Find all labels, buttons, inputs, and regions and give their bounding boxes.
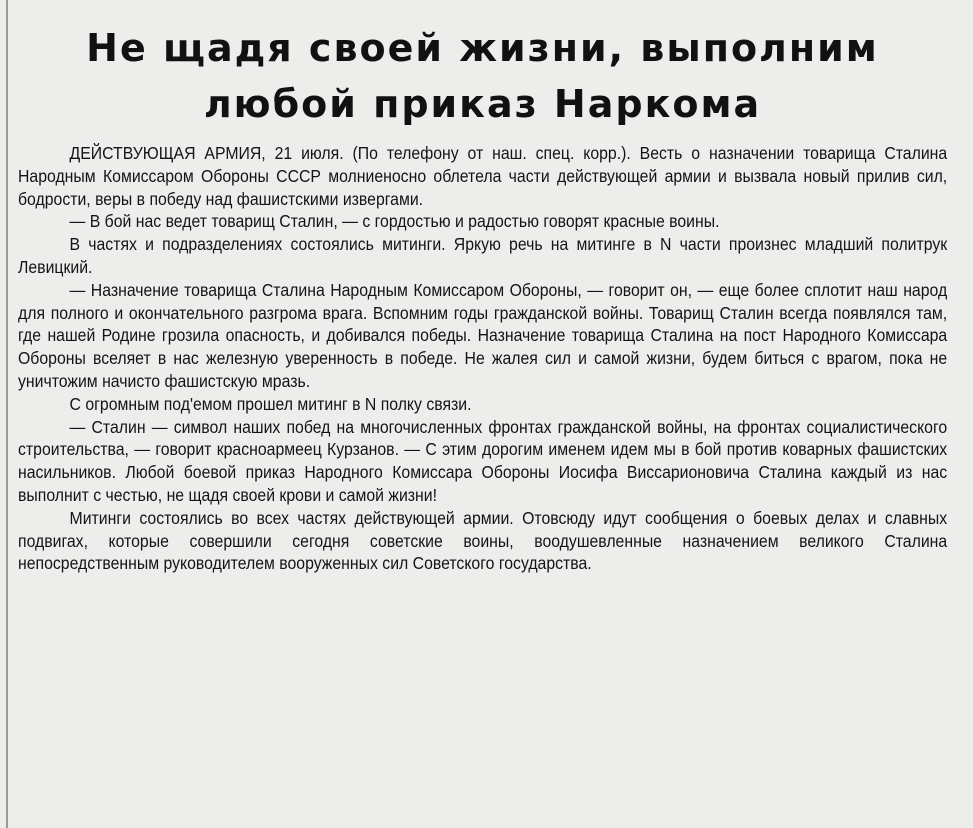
headline	[18, 20, 947, 132]
column-rule	[6, 0, 8, 828]
article-paragraph: — Назначение товарища Сталина Народным Комиссаром Обороны, — говорит он, — еще более сплотит наш народ для полного и окончательного разгрома врага. Вспомним годы гражданской войны. Товарищ Сталин всегда появлялся там, где нашей Родине грозила опасность, и добивался победы. Назначение товарища Сталина на пост Народного Комиссара Обороны вселяет в нас железную уверенность в победе. Не жалея сил и самой жизни, будем биться с врагом, пока не уничтожим начисто фашистскую мразь.	[18, 279, 948, 391]
article-paragraph-dateline: ДЕЙСТВУЮЩАЯ АРМИЯ, 21 июля. (По телефону от наш. спец. корр.). Весть о назначении товарища Сталина Народным Комиссаром Обороны СССР молниеносно облетела части действующей армии и вызвала новый прилив сил, бодрости, веры в победу над фашистскими извергами.	[18, 143, 948, 209]
article-body	[18, 142, 947, 575]
article-paragraph: Митинги состоялись во всех частях действующей армии. Отовсюду идут сообщения о боевых делах и славных подвигах, которые совершили сегодня советские воины, воодушевленные назначением великого Сталина непосредственным руководителем вооруженных сил Советского государства.	[18, 507, 948, 574]
headline-line-1: Не щадя своей жизни, выполним	[86, 26, 879, 70]
article-paragraph: — Сталин — символ наших побед на многочисленных фронтах гражданской войны, на фронтах социалистического строительства, — говорит красноармеец Курзанов. — С этим дорогим именем идем мы в бой против коварных фашистских насильников. Любой боевой приказ Народного Комиссара Обороны Иосифа Виссарионовича Сталина каждый из нас выполнит с честью, не щадя своей крови и самой жизни!	[18, 416, 948, 505]
headline-line-2: любой приказ Наркома	[203, 82, 762, 126]
article-paragraph: В частях и подразделениях состоялись митинги. Яркую речь на митинге в N части произнес младший политрук Левицкий.	[18, 234, 948, 277]
article-paragraph: С огромным под'емом прошел митинг в N полку связи.	[69, 393, 472, 414]
article-paragraph: — В бой нас ведет товарищ Сталин, — с гордостью и радостью говорят красные воины.	[69, 211, 720, 232]
